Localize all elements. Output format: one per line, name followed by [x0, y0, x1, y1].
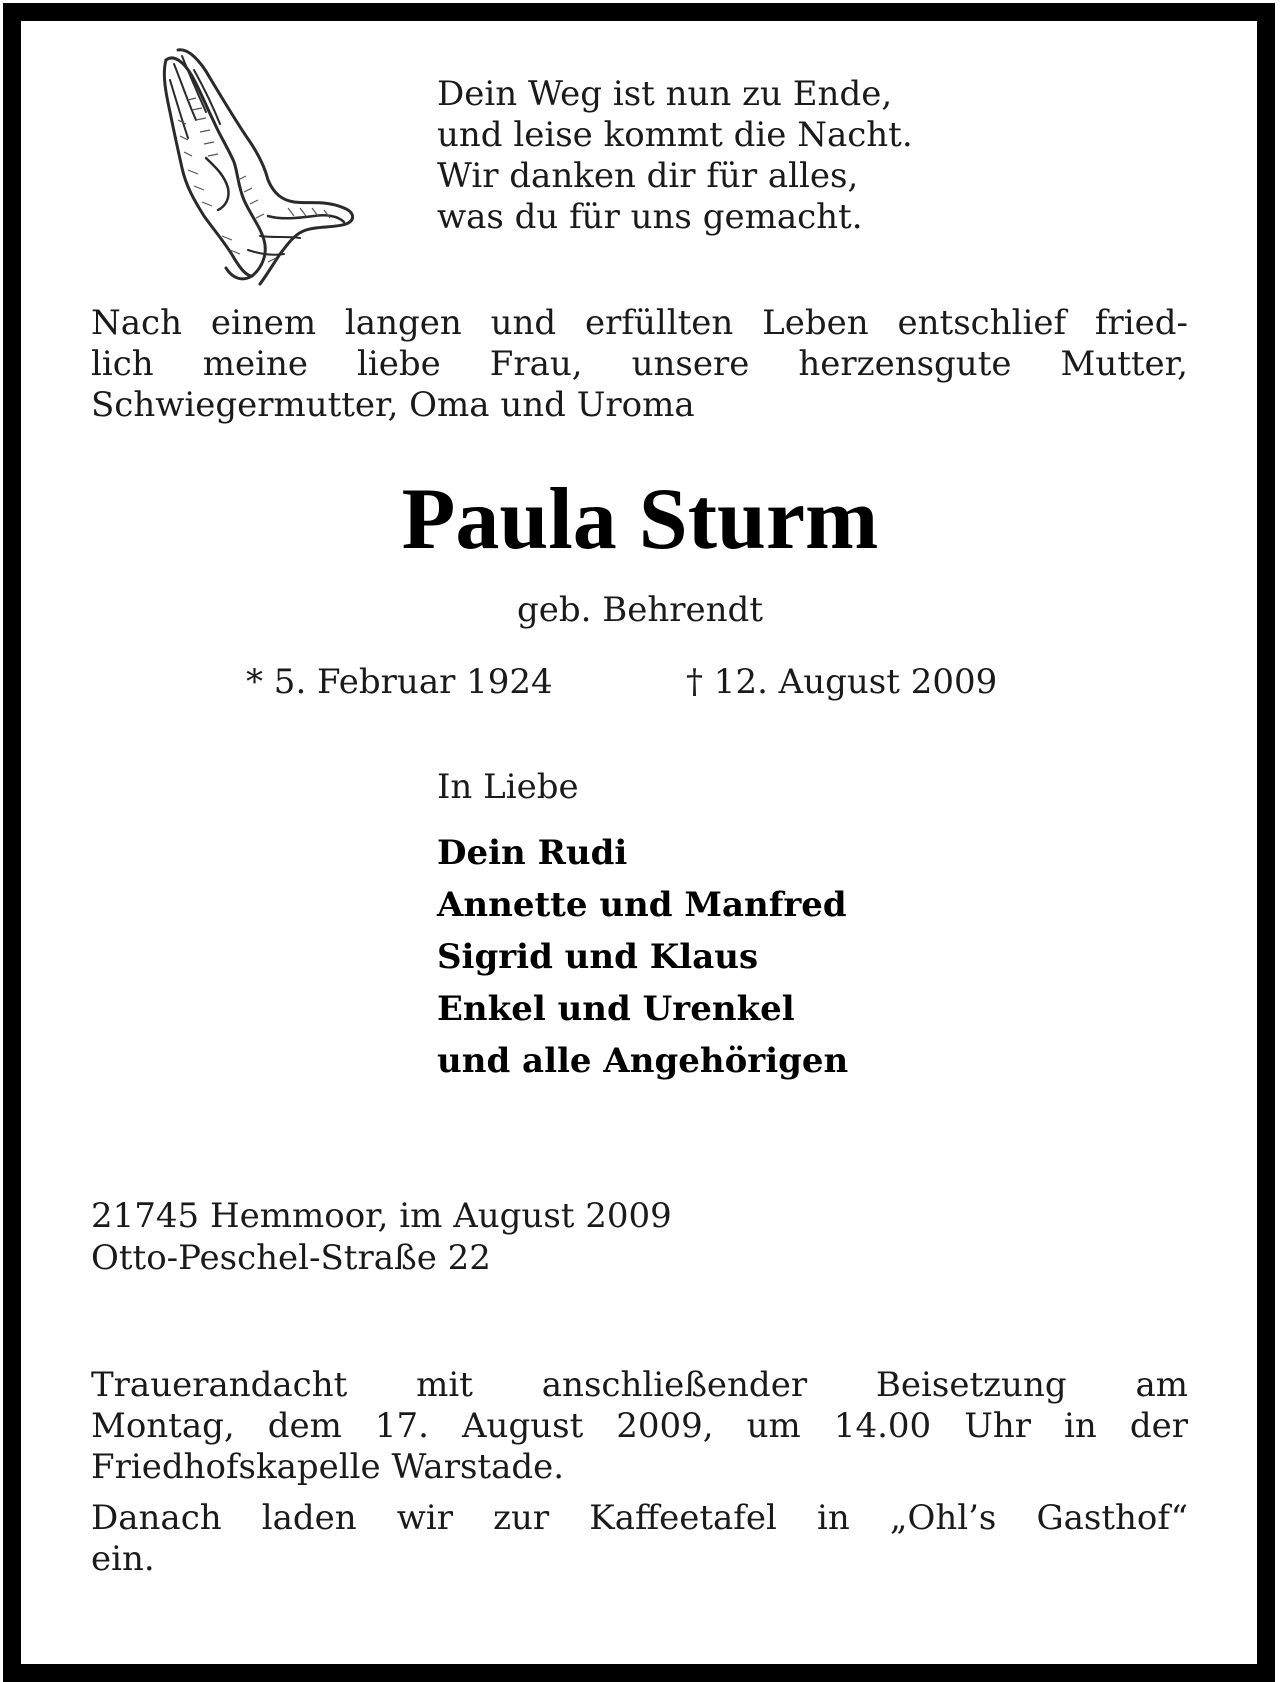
- intro-line: lich meine liebe Frau, unsere herzensgute Mutter,: [91, 344, 1188, 384]
- maiden-name: geb. Behrendt: [517, 590, 763, 630]
- mourner-name: Dein Rudi: [437, 833, 628, 873]
- mourner-name: und alle Angehörigen: [437, 1041, 849, 1081]
- intro-line: Nach einem langen und erfüllten Leben entschlief fried-: [91, 303, 1188, 343]
- deceased-name: Paula Sturm: [401, 471, 879, 568]
- address-line: 21745 Hemmoor, im August 2009: [91, 1196, 672, 1236]
- praying-hands-icon: [148, 40, 378, 300]
- address-block: [91, 1195, 672, 1279]
- poem-line: und leise kommt die Nacht.: [437, 115, 913, 155]
- mourners-list: [437, 827, 848, 1087]
- mourner-name: Annette und Manfred: [437, 885, 847, 925]
- intro-paragraph: [91, 303, 1188, 426]
- mourner-name: Sigrid und Klaus: [437, 937, 759, 977]
- service-line: ein.: [91, 1539, 155, 1579]
- service-line: Danach laden wir zur Kaffeetafel in „Ohl’s Gasthof“: [91, 1498, 1188, 1538]
- poem-line: was du für uns gemacht.: [437, 197, 863, 237]
- service-line: Montag, dem 17. August 2009, um 14.00 Uhr in der: [91, 1406, 1188, 1446]
- poem: [437, 74, 913, 238]
- poem-line: Wir danken dir für alles,: [437, 156, 859, 196]
- intro-line: Schwiegermutter, Oma und Uroma: [91, 385, 695, 425]
- service-line: Friedhofskapelle Warstade.: [91, 1447, 565, 1487]
- service-line: Trauerandacht mit anschließender Beisetzung am: [91, 1365, 1188, 1405]
- service-paragraph: [91, 1365, 1188, 1580]
- poem-line: Dein Weg ist nun zu Ende,: [437, 74, 893, 114]
- birth-date: * 5. Februar 1924: [246, 662, 553, 702]
- address-line: Otto-Peschel-Straße 22: [91, 1238, 491, 1278]
- mourners-intro: In Liebe: [437, 767, 579, 807]
- mourner-name: Enkel und Urenkel: [437, 989, 795, 1029]
- death-date: † 12. August 2009: [686, 662, 998, 702]
